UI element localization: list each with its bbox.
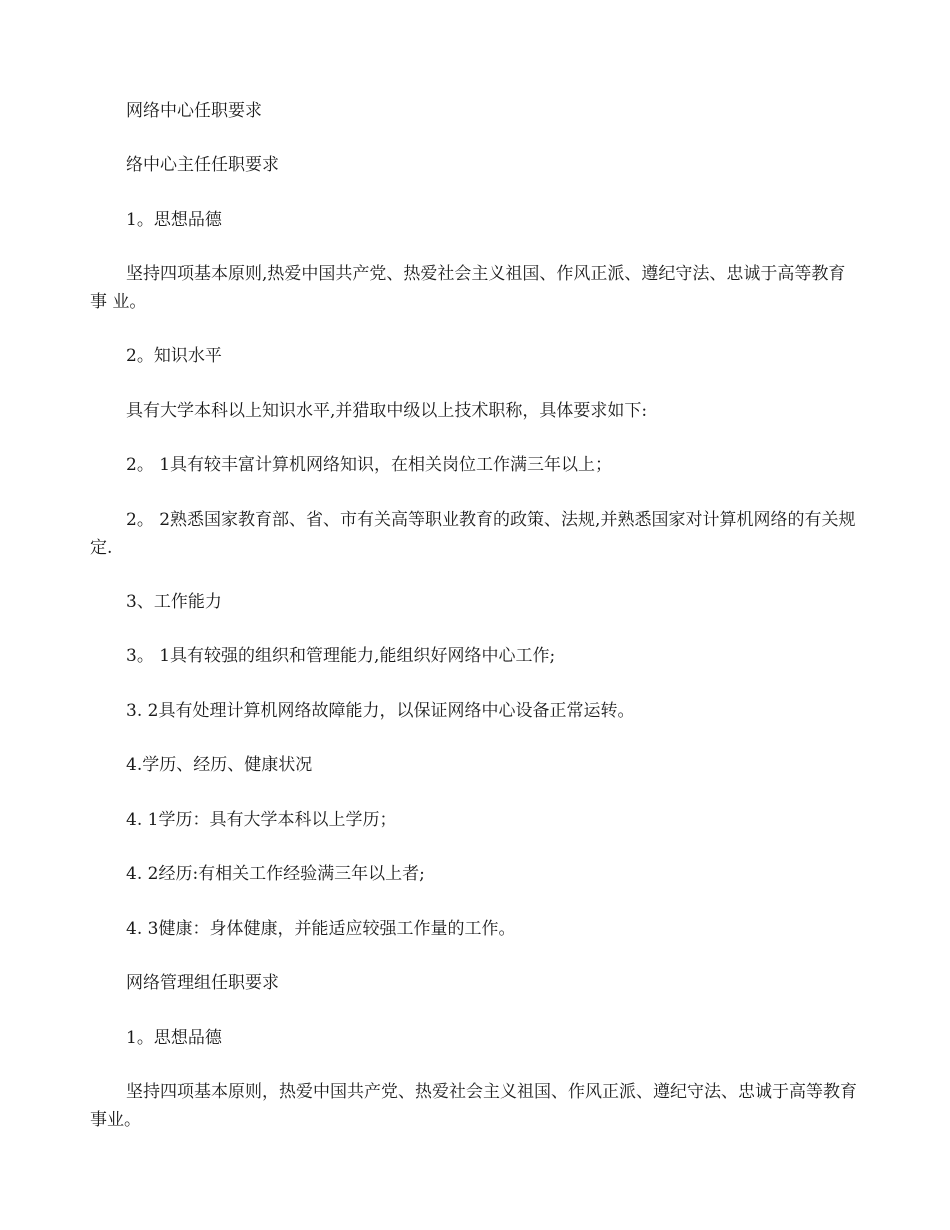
item-2-2: 2。 2熟悉国家教育部、省、市有关高等职业教育的政策、法规,并熟悉国家对计算机网络的有关规定. [90,510,856,558]
section-4-education: 4.学历、经历、健康状况 [126,755,313,775]
item-4-2: 4. 2经历:有相关工作经验满三年以上者; [126,864,425,884]
section-1-ideology-group: 1。思想品德 [126,1028,222,1048]
paragraph-ideology-text: 坚持四项基本原则,热爱中国共产党、热爱社会主义祖国、作风正派、遵纪守法、忠诚于高等教育事 业。 [90,264,846,312]
heading-network-center: 网络中心任职要求 [126,101,262,121]
item-3-1: 3。 1具有较强的组织和管理能力,能组织好网络中心工作; [126,646,556,666]
paragraph-knowledge-intro: 具有大学本科以上知识水平,并猎取中级以上技术职称，具体要求如下: [126,401,648,421]
section-2-knowledge: 2。知识水平 [126,346,222,366]
paragraph-ideology-text-group: 坚持四项基本原则，热爱中国共产党、热爱社会主义祖国、作风正派、遵纪守法、忠诚于高等教育事业。 [90,1082,857,1130]
heading-network-management-group: 网络管理组任职要求 [126,973,279,993]
section-3-ability: 3、工作能力 [126,592,222,612]
item-4-3: 4. 3健康：身体健康，并能适应较强工作量的工作。 [126,919,516,939]
item-4-1: 4. 1学历：具有大学本科以上学历； [126,810,397,830]
item-2-1: 2。 1具有较丰富计算机网络知识，在相关岗位工作满三年以上； [126,455,613,475]
item-3-2: 3. 2具有处理计算机网络故障能力，以保证网络中心设备正常运转。 [126,701,635,721]
section-1-ideology: 1。思想品德 [126,210,222,230]
heading-director-requirements: 络中心主任任职要求 [126,155,279,175]
